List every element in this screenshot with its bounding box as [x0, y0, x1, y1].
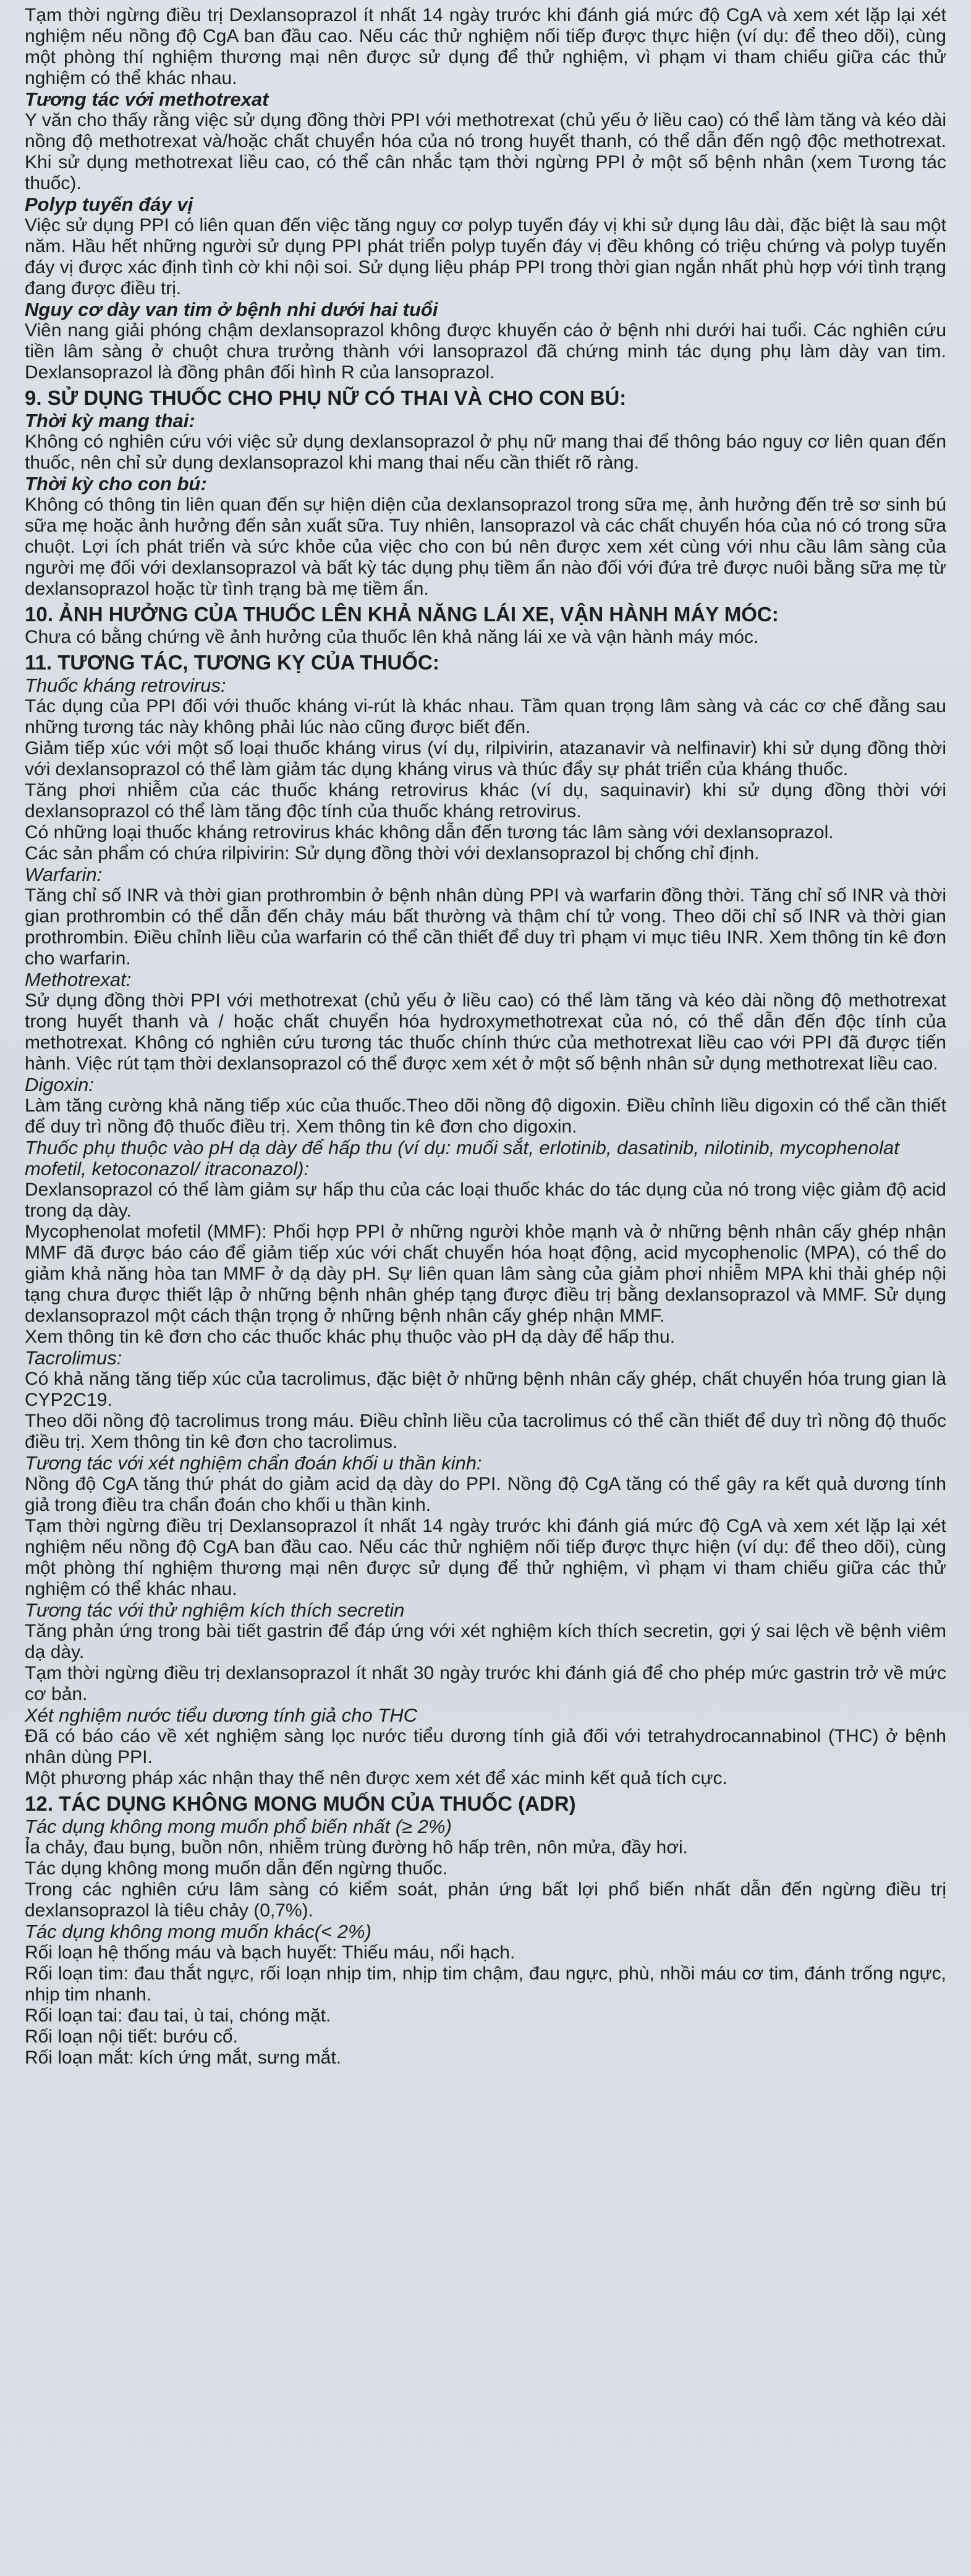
subheading-italic: Tương tác với xét nghiệm chẩn đoán khối u thần kinh:: [25, 1452, 482, 1474]
paragraph: Theo dõi nồng độ tacrolimus trong máu. Điều chỉnh liều của tacrolimus có thể cần thiết để duy trì nồng độ thuốc điều trị. Xem thông tin kê đơn cho tacrolimus.: [25, 1411, 946, 1452]
subheading: Nguy cơ dày van tim ở bệnh nhi dưới hai tuổi: [25, 299, 438, 320]
subheading-italic: Thuốc phụ thuộc vào pH dạ dày để hấp thu (ví dụ: muối sắt, erlotinib, dasatinib, nilotinib, mycophenolat mofetil, ketoconazol/ itraconazol):: [25, 1137, 899, 1180]
paragraph: Đã có báo cáo về xét nghiệm sàng lọc nước tiểu dương tính giả đối với tetrahydrocannabinol (THC) ở bệnh nhân dùng PPI.: [25, 1726, 946, 1767]
section-title: 9. SỬ DỤNG THUỐC CHO PHỤ NỮ CÓ THAI VÀ CHO CON BÚ:: [25, 386, 627, 409]
paragraph: Ỉa chảy, đau bụng, buồn nôn, nhiễm trùng đường hô hấp trên, nôn mửa, đầy hơi.: [25, 1837, 688, 1858]
paragraph: Rối loạn nội tiết: bướu cổ.: [25, 2026, 238, 2047]
paragraph: Việc sử dụng PPI có liên quan đến việc tăng nguy cơ polyp tuyến đáy vị khi sử dụng lâu dài, đặc biệt là sau một năm. Hầu hết những người sử dụng PPI phát triển polyp tuyến đáy vị đều không có triệu chứng và polyp tuyến đáy vị được xác định tình cờ khi nội soi. Sử dụng liệu pháp PPI trong thời gian ngắn nhất phù hợp với tình trạng đang được điều trị.: [25, 215, 946, 299]
subheading-italic: Tacrolimus:: [25, 1347, 122, 1369]
paragraph: Nồng độ CgA tăng thứ phát do giảm acid dạ dày do PPI. Nồng độ CgA tăng có thể gây ra kết quả dương tính giả trong điều tra chẩn đoán cho khối u thần kinh.: [25, 1474, 946, 1515]
paragraph: Tạm thời ngừng điều trị dexlansoprazol ít nhất 30 ngày trước khi đánh giá để cho phép mức gastrin trở về mức cơ bản.: [25, 1663, 946, 1704]
paragraph: Viên nang giải phóng chậm dexlansoprazol không được khuyến cáo ở bệnh nhi dưới hai tuổi. Các nghiên cứu tiền lâm sàng ở chuột chưa trưởng thành với lansoprazol đã chứng minh tác dụng phụ làm dày van tim. Dexlansoprazol là đồng phân đối hình R của lansoprazol.: [25, 320, 946, 383]
paragraph: Giảm tiếp xúc với một số loại thuốc kháng virus (ví dụ, rilpivirin, atazanavir và nelfinavir) khi sử dụng đồng thời với dexlansoprazol có thể làm giảm tác dụng kháng virus và thúc đẩy sự phát triển của kháng thuốc.: [25, 738, 946, 780]
paragraph: Một phương pháp xác nhận thay thế nên được xem xét để xác minh kết quả tích cực.: [25, 1768, 727, 1788]
section-title: 12. TÁC DỤNG KHÔNG MONG MUỐN CỦA THUỐC (ADR): [25, 1792, 576, 1815]
paragraph: Tác dụng không mong muốn dẫn đến ngừng thuốc.: [25, 1858, 447, 1879]
paragraph: Y văn cho thấy rằng việc sử dụng đồng thời PPI với methotrexat (chủ yếu ở liều cao) có thể làm tăng và kéo dài nồng độ methotrexat và/hoặc chất chuyển hóa của nó trong huyết thanh, có thể dẫn đến ngộ độc methotrexat. Khi sử dụng methotrexat liều cao, có thể cân nhắc tạm thời ngừng PPI ở một số bệnh nhân (xem Tương tác thuốc).: [25, 110, 946, 193]
paragraph: Làm tăng cường khả năng tiếp xúc của thuốc.Theo dõi nồng độ digoxin. Điều chỉnh liều digoxin có thể cần thiết để duy trì nồng độ thuốc điều trị. Xem thông tin kê đơn cho digoxin.: [25, 1095, 946, 1137]
paragraph: Tăng phơi nhiễm của các thuốc kháng retrovirus khác (ví dụ, saquinavir) khi sử dụng đồng thời với dexlansoprazol có thể làm tăng độc tính của thuốc kháng retrovirus.: [25, 780, 946, 822]
paragraph: Có những loại thuốc kháng retrovirus khác không dẫn đến tương tác lâm sàng với dexlansoprazol.: [25, 822, 834, 843]
subheading: Thời kỳ cho con bú:: [25, 473, 207, 495]
section-title: 10. ẢNH HƯỞNG CỦA THUỐC LÊN KHẢ NĂNG LÁI XE, VẬN HÀNH MÁY MÓC:: [25, 603, 779, 626]
subheading: Tương tác với methotrexat: [25, 88, 269, 110]
paragraph: Tạm thời ngừng điều trị Dexlansoprazol ít nhất 14 ngày trước khi đánh giá mức độ CgA và xem xét lặp lại xét nghiệm nếu nồng độ CgA ban đầu cao. Nếu các thử nghiệm nối tiếp được thực hiện (ví dụ: để theo dõi), cùng một phòng thí nghiệm thương mại nên được sử dụng để thử nghiệm, vì phạm vi tham chiếu giữa các thử nghiệm có thể khác nhau.: [25, 5, 946, 88]
paragraph: Rối loạn tai: đau tai, ù tai, chóng mặt.: [25, 2005, 331, 2026]
paragraph: Rối loạn mắt: kích ứng mắt, sưng mắt.: [25, 2047, 342, 2068]
paragraph: Xem thông tin kê đơn cho các thuốc khác phụ thuộc vào pH dạ dày để hấp thu.: [25, 1327, 676, 1347]
paragraph: Trong các nghiên cứu lâm sàng có kiểm soát, phản ứng bất lợi phổ biến nhất dẫn đến ngừng điều trị dexlansoprazol là tiêu chảy (0,7%).: [25, 1879, 946, 1921]
paragraph: Tăng chỉ số INR và thời gian prothrombin ở bệnh nhân dùng PPI và warfarin đồng thời. Tăng chỉ số INR và thời gian prothrombin có thể dẫn đến chảy máu bất thường và thậm chí tử vong. Theo dõi chỉ số INR và thời gian prothrombin. Điều chỉnh liều của warfarin có thể cần thiết để duy trì phạm vi mục tiêu INR. Xem thông tin kê đơn cho warfarin.: [25, 885, 946, 969]
subheading-italic: Xét nghiệm nước tiểu dương tính giả cho THC: [25, 1704, 418, 1726]
paragraph: Không có thông tin liên quan đến sự hiện diện của dexlansoprazol trong sữa mẹ, ảnh hưởng đến trẻ sơ sinh bú sữa mẹ hoặc ảnh hưởng đến sản xuất sữa. Tuy nhiên, lansoprazol và các chất chuyển hóa của nó có trong sữa chuột. Lợi ích phát triển và sức khỏe của việc cho con bú nên được xem xét cùng với nhu cầu lâm sàng của người mẹ đối với dexlansoprazol và bất kỳ tác dụng phụ tiềm ẩn nào đối với đứa trẻ được nuôi bằng sữa mẹ từ dexlansoprazol hoặc từ tình trạng bà mẹ tiềm ẩn.: [25, 495, 946, 599]
paragraph: Không có nghiên cứu với việc sử dụng dexlansoprazol ở phụ nữ mang thai để thông báo nguy cơ liên quan đến thuốc, nên chỉ sử dụng dexlansoprazol khi mang thai nếu cần thiết rõ ràng.: [25, 431, 946, 473]
paragraph: Tăng phản ứng trong bài tiết gastrin để đáp ứng với xét nghiệm kích thích secretin, gợi ý sai lệch về bệnh viêm dạ dày.: [25, 1621, 946, 1662]
paragraph: Tác dụng của PPI đối với thuốc kháng vi-rút là khác nhau. Tầm quan trọng lâm sàng và các cơ chế đằng sau những tương tác này không phải lúc nào cũng được biết đến.: [25, 696, 946, 738]
paragraph: Rối loạn hệ thống máu và bạch huyết: Thiếu máu, nổi hạch.: [25, 1942, 515, 1963]
section-title: 11. TƯƠNG TÁC, TƯƠNG KỴ CỦA THUỐC:: [25, 651, 439, 674]
subheading-italic: Thuốc kháng retrovirus:: [25, 674, 226, 696]
paragraph: Các sản phẩm có chứa rilpivirin: Sử dụng đồng thời với dexlansoprazol bị chống chỉ định.: [25, 843, 760, 864]
subheading-italic: Warfarin:: [25, 864, 103, 885]
paragraph: Có khả năng tăng tiếp xúc của tacrolimus, đặc biệt ở những bệnh nhân cấy ghép, chất chuyển hóa trung gian là CYP2C19.: [25, 1369, 946, 1410]
paragraph: Dexlansoprazol có thể làm giảm sự hấp thu của các loại thuốc khác do tác dụng của nó trong việc giảm độ acid trong dạ dày.: [25, 1180, 946, 1221]
subheading-italic: Tương tác với thử nghiệm kích thích secretin: [25, 1599, 405, 1621]
paragraph: Sử dụng đồng thời PPI với methotrexat (chủ yếu ở liều cao) có thể làm tăng và kéo dài nồng độ methotrexat trong huyết thanh và / hoặc chất chuyển hóa hydroxymethotrexat của nó, có thể dẫn đến độc tính của methotrexat. Không có nghiên cứu tương tác thuốc chính thức của methotrexat liều cao với PPI đã được tiến hành. Việc rút tạm thời dexlansoprazol có thể được xem xét ở một số bệnh nhân sử dụng methotrexat liều cao.: [25, 990, 946, 1074]
paragraph: Mycophenolat mofetil (MMF): Phối hợp PPI ở những người khỏe mạnh và ở những bệnh nhân cấy ghép nhận MMF đã được báo cáo để giảm tiếp xúc với chất chuyển hóa hoạt động, acid mycophenolic (MPA), có thể do giảm khả năng hòa tan MMF ở dạ dày pH. Sự liên quan lâm sàng của giảm phơi nhiễm MPA khi thải ghép nội tạng chưa được thiết lập ở những bệnh nhân ghép tạng được điều trị bằng dexlansoprazol và MMF. Sử dụng dexlansoprazol một cách thận trọng ở những bệnh nhân cấy ghép nhận MMF.: [25, 1222, 946, 1326]
subheading-italic: Tác dụng không mong muốn phổ biến nhất (≥ 2%): [25, 1816, 452, 1837]
paragraph: Rối loạn tim: đau thắt ngực, rối loạn nhịp tim, nhịp tim chậm, đau ngực, phù, nhồi máu cơ tim, đánh trống ngực, nhịp tim nhanh.: [25, 1963, 946, 2005]
subheading-italic: Digoxin:: [25, 1074, 94, 1095]
subheading: Thời kỳ mang thai:: [25, 410, 195, 431]
paragraph: Chưa có bằng chứng về ảnh hưởng của thuốc lên khả năng lái xe và vận hành máy móc.: [25, 627, 759, 647]
subheading: Polyp tuyến đáy vị: [25, 193, 193, 215]
subheading-italic: Methotrexat:: [25, 969, 132, 990]
subheading-italic: Tác dụng không mong muốn khác(< 2%): [25, 1921, 371, 1942]
paragraph: Tạm thời ngừng điều trị Dexlansoprazol ít nhất 14 ngày trước khi đánh giá mức độ CgA và xem xét lặp lại xét nghiệm nếu nồng độ CgA ban đầu cao. Nếu các thử nghiệm nối tiếp được thực hiện (ví dụ: để theo dõi), cùng một phòng thí nghiệm thương mại nên được sử dụng để thử nghiệm, vì phạm vi tham chiếu giữa các thử nghiệm có thể khác nhau.: [25, 1516, 946, 1599]
